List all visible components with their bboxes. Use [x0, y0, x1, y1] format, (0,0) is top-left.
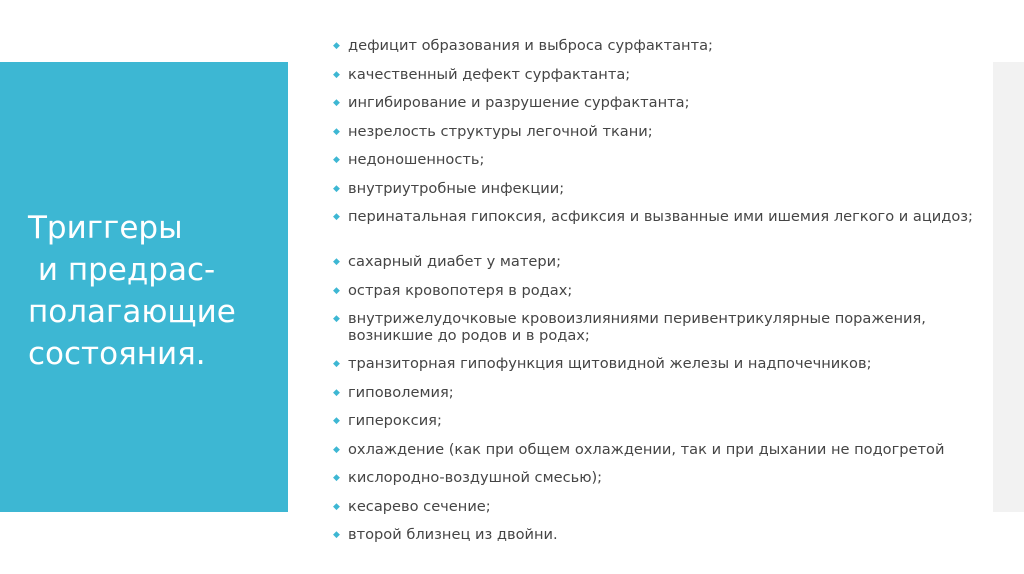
diamond-bullet-icon: ◆ — [333, 69, 340, 80]
list-item-text: незрелость структуры легочной ткани; — [348, 122, 653, 140]
list-item-text: кислородно-воздушной смесью); — [348, 469, 603, 486]
list-item — [333, 282, 973, 311]
list-item-text: перинатальная гипоксия, асфиксия и вызванные ими ишемия легкого и ацидоз; — [348, 208, 973, 225]
diamond-bullet-icon: ◆ — [333, 314, 340, 324]
list-item-text: острая кровопотеря в родах; — [348, 281, 573, 299]
diamond-bullet-icon: ◆ — [333, 387, 340, 398]
list-item — [333, 412, 973, 441]
list-item — [333, 94, 973, 123]
diamond-bullet-icon: ◆ — [333, 285, 340, 296]
diamond-bullet-icon: ◆ — [333, 416, 340, 426]
list-item-text: качественный дефект сурфактанта; — [348, 65, 631, 83]
list-item — [333, 384, 973, 413]
diamond-bullet-icon: ◆ — [333, 501, 340, 512]
list-item-text: дефицит образования и выброса сурфактанта; — [348, 37, 713, 54]
list-item-text: внутриутробные инфекции; — [348, 179, 565, 197]
diamond-bullet-icon: ◆ — [333, 473, 340, 483]
diamond-bullet-icon: ◆ — [333, 41, 340, 51]
list-item — [333, 151, 973, 180]
list-item-text: гипероксия; — [348, 412, 442, 429]
list-item — [333, 208, 973, 253]
bullet-list — [333, 37, 973, 555]
list-item-text: недоношенность; — [348, 151, 485, 168]
list-item-text: второй близнец из двойни. — [348, 526, 558, 543]
list-item — [333, 498, 973, 527]
diamond-bullet-icon: ◆ — [333, 98, 340, 108]
list-item — [333, 310, 973, 355]
list-item — [333, 37, 973, 66]
list-item — [333, 180, 973, 209]
slide-title: Триггеры и предрас- полагающие состояния. — [28, 210, 236, 372]
list-item-text: ингибирование и разрушение сурфактанта; — [348, 94, 690, 111]
list-item-text: сахарный диабет у матери; — [348, 253, 562, 270]
list-item — [333, 355, 973, 384]
list-item — [333, 526, 973, 555]
list-item-text: гиповолемия; — [348, 383, 454, 401]
list-item — [333, 469, 973, 498]
list-item-text: транзиторная гипофункция щитовидной железы и надпочечников; — [348, 355, 872, 372]
diamond-bullet-icon: ◆ — [333, 530, 340, 540]
diamond-bullet-icon: ◆ — [333, 183, 340, 194]
right-edge-strip — [993, 62, 1024, 512]
diamond-bullet-icon: ◆ — [333, 155, 340, 165]
diamond-bullet-icon: ◆ — [333, 257, 340, 267]
list-item — [333, 441, 973, 470]
list-item — [333, 123, 973, 152]
diamond-bullet-icon: ◆ — [333, 359, 340, 369]
list-item-text: кесарево сечение; — [348, 497, 491, 515]
list-item — [333, 66, 973, 95]
diamond-bullet-icon: ◆ — [333, 212, 340, 222]
diamond-bullet-icon: ◆ — [333, 126, 340, 137]
list-item — [333, 253, 973, 282]
diamond-bullet-icon: ◆ — [333, 444, 340, 455]
list-item-text: внутрижелудочковые кровоизлияниями перивентрикулярные поражения, возникшие до родов и в родах; — [348, 310, 926, 344]
list-item-text: охлаждение (как при общем охлаждении, так и при дыхании не подогретой — [348, 440, 945, 458]
